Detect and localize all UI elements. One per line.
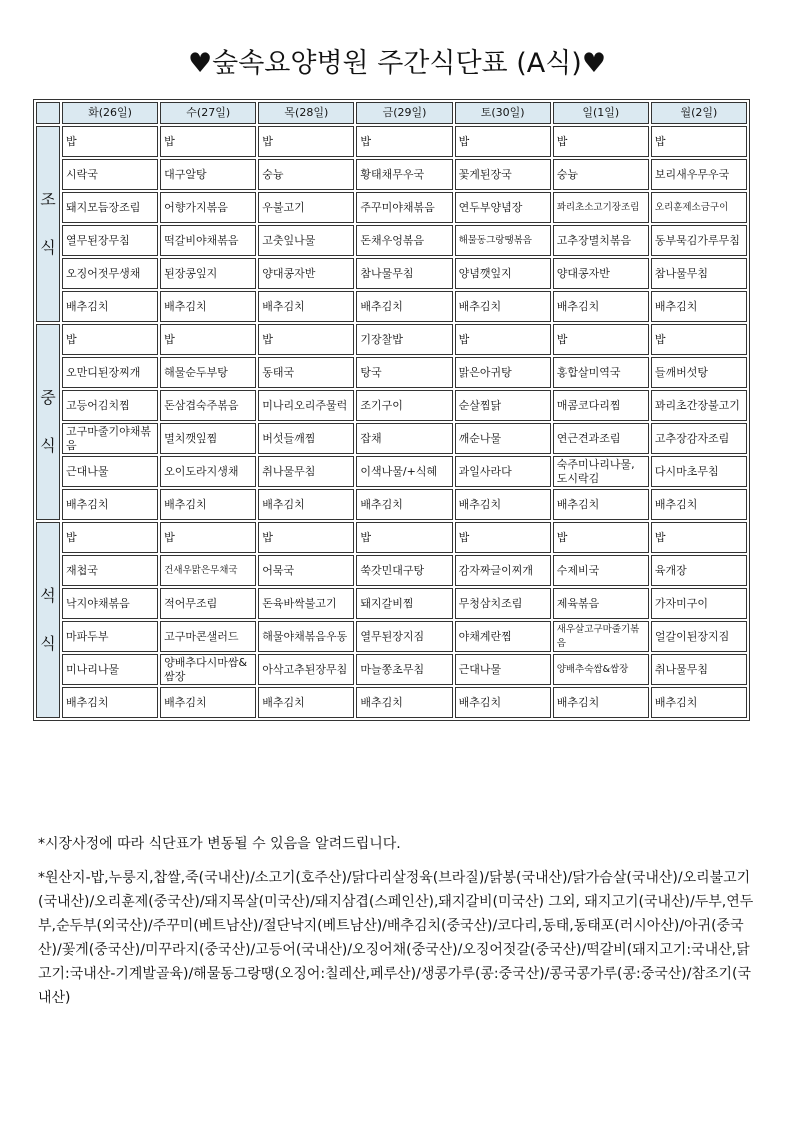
menu-cell: 밥 — [356, 522, 452, 553]
menu-cell: 배추김치 — [258, 489, 354, 520]
menu-cell: 보리새우무우국 — [651, 159, 747, 190]
menu-cell: 버섯들깨찜 — [258, 423, 354, 454]
menu-cell: 순살찜닭 — [455, 390, 551, 421]
menu-cell: 야채계란찜 — [455, 621, 551, 652]
weekly-menu-table — [33, 99, 750, 721]
menu-cell: 고구마줄기야채볶음 — [62, 423, 158, 454]
page-title: ♥숲속요양병원 주간식단표 (A식)♥ — [187, 48, 607, 79]
table-row — [36, 588, 747, 619]
menu-cell: 열무된장무침 — [62, 225, 158, 256]
menu-cell: 해물순두부탕 — [160, 357, 256, 388]
menu-cell: 고추장멸치볶음 — [553, 225, 649, 256]
menu-cell: 배추김치 — [356, 291, 452, 322]
menu-cell: 숭늉 — [553, 159, 649, 190]
menu-cell: 배추김치 — [651, 291, 747, 322]
menu-cell: 적어무조림 — [160, 588, 256, 619]
menu-cell: 배추김치 — [553, 687, 649, 718]
menu-cell: 배추김치 — [553, 291, 649, 322]
menu-cell: 아삭고추된장무침 — [258, 654, 354, 685]
menu-cell: 맑은아귀탕 — [455, 357, 551, 388]
menu-cell: 밥 — [553, 522, 649, 553]
menu-cell: 오만디된장찌개 — [62, 357, 158, 388]
menu-cell: 취나물무침 — [258, 456, 354, 487]
menu-cell: 연두부양념장 — [455, 192, 551, 223]
menu-cell: 잡채 — [356, 423, 452, 454]
menu-cell: 근대나물 — [62, 456, 158, 487]
menu-cell: 양대콩자반 — [553, 258, 649, 289]
table-row — [36, 324, 747, 355]
table-row — [36, 687, 747, 718]
origin-notice: *원산지-밥,누룽지,찹쌀,죽(국내산)/소고기(호주산)/닭다리살정육(브라질)/닭봉(국내산)/닭가슴살(국내산)/오리불고기(국내산)/오리훈제(중국산)/돼지목살(미국산)/돼지삼겹(스페인산),돼지갈비(미국산) 그외, 돼지고기(국내산)/두부,연두부,순두부(외국산)/주꾸미(베트남산)/절단낙지(베트남산)/배추김치(중국산)/코다리,동태,동태포(러시아산)/아귀(중국산)/꽃게(중국산)/미꾸라지(중국산)/고등어(국내산)/오징어채(중국산)/오징어젓갈(중국산)/떡갈비(돼지고기:국내산,닭고기:국내산-기계발골육)/해물동그랑땡(오징어:칠레산,페루산)/생콩가루(콩:중국산)/콩국콩가루(콩:중국산)/참조기(국내산) — [38, 870, 754, 1006]
table-row — [36, 225, 747, 256]
menu-cell: 배추김치 — [160, 489, 256, 520]
menu-cell: 된장콩잎지 — [160, 258, 256, 289]
menu-cell: 미나리오리주물럭 — [258, 390, 354, 421]
table-row — [36, 291, 747, 322]
menu-cell: 밥 — [455, 324, 551, 355]
menu-cell: 밥 — [356, 126, 452, 157]
day-header: 일(1일) — [553, 102, 649, 124]
menu-cell: 근대나물 — [455, 654, 551, 685]
menu-cell: 조기구이 — [356, 390, 452, 421]
menu-cell: 배추김치 — [553, 489, 649, 520]
menu-cell: 수제비국 — [553, 555, 649, 586]
table-row — [36, 489, 747, 520]
menu-cell: 밥 — [160, 126, 256, 157]
menu-cell: 오징어젓무생채 — [62, 258, 158, 289]
menu-cell: 배추김치 — [62, 489, 158, 520]
menu-cell: 황태채무우국 — [356, 159, 452, 190]
day-header: 토(30일) — [455, 102, 551, 124]
menu-cell: 양배추숙쌈&쌈장 — [553, 654, 649, 685]
menu-cell: 어향가지볶음 — [160, 192, 256, 223]
menu-cell: 숙주미나리나물,도시락김 — [553, 456, 649, 487]
menu-cell: 배추김치 — [258, 687, 354, 718]
menu-cell: 고등어김치찜 — [62, 390, 158, 421]
day-header: 월(2일) — [651, 102, 747, 124]
menu-cell: 꽃게된장국 — [455, 159, 551, 190]
menu-cell: 무청삼치조림 — [455, 588, 551, 619]
table-row — [36, 357, 747, 388]
menu-cell: 쑥갓민대구탕 — [356, 555, 452, 586]
day-header-row — [36, 102, 747, 124]
menu-cell: 시락국 — [62, 159, 158, 190]
meal-label: 석 식 — [36, 522, 60, 718]
meal-label: 중 식 — [36, 324, 60, 520]
table-row — [36, 258, 747, 289]
menu-cell: 돼지갈비찜 — [356, 588, 452, 619]
menu-cell: 동태국 — [258, 357, 354, 388]
menu-cell: 오이도라지생채 — [160, 456, 256, 487]
menu-cell: 취나물무침 — [651, 654, 747, 685]
meal-label: 조 식 — [36, 126, 60, 322]
menu-cell: 돈육바싹불고기 — [258, 588, 354, 619]
menu-cell: 고춧잎나물 — [258, 225, 354, 256]
table-row — [36, 621, 747, 652]
menu-cell: 이색나물/+식혜 — [356, 456, 452, 487]
menu-cell: 해물동그랑땡볶음 — [455, 225, 551, 256]
menu-cell: 매콤코다리찜 — [553, 390, 649, 421]
menu-cell: 동부묵김가루무침 — [651, 225, 747, 256]
menu-cell: 배추김치 — [651, 489, 747, 520]
corner-cell — [36, 102, 60, 124]
table-row — [36, 423, 747, 454]
menu-cell: 밥 — [160, 324, 256, 355]
menu-cell: 꽈리초간장불고기 — [651, 390, 747, 421]
menu-cell: 밥 — [258, 324, 354, 355]
menu-cell: 육개장 — [651, 555, 747, 586]
table-row — [36, 456, 747, 487]
price-change-notice: *시장사정에 따라 식단표가 변동될 수 있음을 알려드립니다. — [38, 836, 401, 852]
menu-cell: 숭늉 — [258, 159, 354, 190]
menu-cell: 배추김치 — [455, 489, 551, 520]
menu-cell: 낙지야채볶음 — [62, 588, 158, 619]
menu-cell: 밥 — [553, 324, 649, 355]
menu-cell: 참나물무침 — [651, 258, 747, 289]
menu-cell: 돈삼겹숙주볶음 — [160, 390, 256, 421]
table-row — [36, 522, 747, 553]
menu-cell: 밥 — [455, 126, 551, 157]
menu-cell: 기장찰밥 — [356, 324, 452, 355]
menu-cell: 밥 — [62, 522, 158, 553]
menu-cell: 재첩국 — [62, 555, 158, 586]
menu-cell: 고추장감자조림 — [651, 423, 747, 454]
menu-cell: 돈채우엉볶음 — [356, 225, 452, 256]
menu-cell: 배추김치 — [356, 687, 452, 718]
menu-cell: 연근견과조림 — [553, 423, 649, 454]
day-header: 금(29일) — [356, 102, 452, 124]
menu-cell: 고구마콘샐러드 — [160, 621, 256, 652]
day-header: 목(28일) — [258, 102, 354, 124]
menu-cell: 배추김치 — [455, 291, 551, 322]
menu-cell: 밥 — [160, 522, 256, 553]
menu-cell: 다시마초무침 — [651, 456, 747, 487]
menu-cell: 대구알탕 — [160, 159, 256, 190]
table-row — [36, 390, 747, 421]
menu-cell: 밥 — [62, 126, 158, 157]
menu-cell: 제육볶음 — [553, 588, 649, 619]
menu-cell: 얼갈이된장지짐 — [651, 621, 747, 652]
menu-cell: 배추김치 — [160, 291, 256, 322]
menu-cell: 멸치깻잎찜 — [160, 423, 256, 454]
table-row — [36, 555, 747, 586]
menu-cell: 돼지모듬장조림 — [62, 192, 158, 223]
notes-section — [38, 832, 760, 1020]
menu-cell: 떡갈비야채볶음 — [160, 225, 256, 256]
menu-cell: 밥 — [651, 126, 747, 157]
menu-cell: 미나리나물 — [62, 654, 158, 685]
menu-cell: 오리훈제소금구이 — [651, 192, 747, 223]
menu-cell: 배추김치 — [62, 291, 158, 322]
menu-cell: 밥 — [651, 522, 747, 553]
menu-cell: 양대콩자반 — [258, 258, 354, 289]
menu-cell: 깨순나물 — [455, 423, 551, 454]
table-row — [36, 159, 747, 190]
menu-cell: 밥 — [62, 324, 158, 355]
menu-cell: 어묵국 — [258, 555, 354, 586]
table-row — [36, 192, 747, 223]
menu-cell: 배추김치 — [258, 291, 354, 322]
day-header: 화(26일) — [62, 102, 158, 124]
menu-cell: 마파두부 — [62, 621, 158, 652]
menu-cell: 홍합살미역국 — [553, 357, 649, 388]
menu-cell: 열무된장지짐 — [356, 621, 452, 652]
menu-cell: 가자미구이 — [651, 588, 747, 619]
table-row — [36, 654, 747, 685]
table-row — [36, 126, 747, 157]
menu-cell: 마늘쫑초무침 — [356, 654, 452, 685]
menu-cell: 감자짜글이찌개 — [455, 555, 551, 586]
menu-cell: 배추김치 — [356, 489, 452, 520]
menu-cell: 양념깻잎지 — [455, 258, 551, 289]
menu-cell: 건새우맑은무채국 — [160, 555, 256, 586]
menu-cell: 들깨버섯탕 — [651, 357, 747, 388]
menu-cell: 우불고기 — [258, 192, 354, 223]
menu-cell: 꽈리초소고기장조림 — [553, 192, 649, 223]
menu-cell: 배추김치 — [651, 687, 747, 718]
menu-cell: 밥 — [651, 324, 747, 355]
menu-cell: 양배추다시마쌈&쌈장 — [160, 654, 256, 685]
menu-cell: 밥 — [258, 126, 354, 157]
menu-cell: 과일사라다 — [455, 456, 551, 487]
menu-cell: 탕국 — [356, 357, 452, 388]
menu-cell: 밥 — [455, 522, 551, 553]
menu-cell: 배추김치 — [160, 687, 256, 718]
menu-cell: 배추김치 — [62, 687, 158, 718]
menu-cell: 주꾸미야채볶음 — [356, 192, 452, 223]
menu-cell: 참나물무침 — [356, 258, 452, 289]
menu-cell: 해물야채볶음우동 — [258, 621, 354, 652]
menu-cell: 배추김치 — [455, 687, 551, 718]
menu-cell: 밥 — [258, 522, 354, 553]
menu-cell: 밥 — [553, 126, 649, 157]
menu-cell: 새우살고구마줄기볶음 — [553, 621, 649, 652]
day-header: 수(27일) — [160, 102, 256, 124]
